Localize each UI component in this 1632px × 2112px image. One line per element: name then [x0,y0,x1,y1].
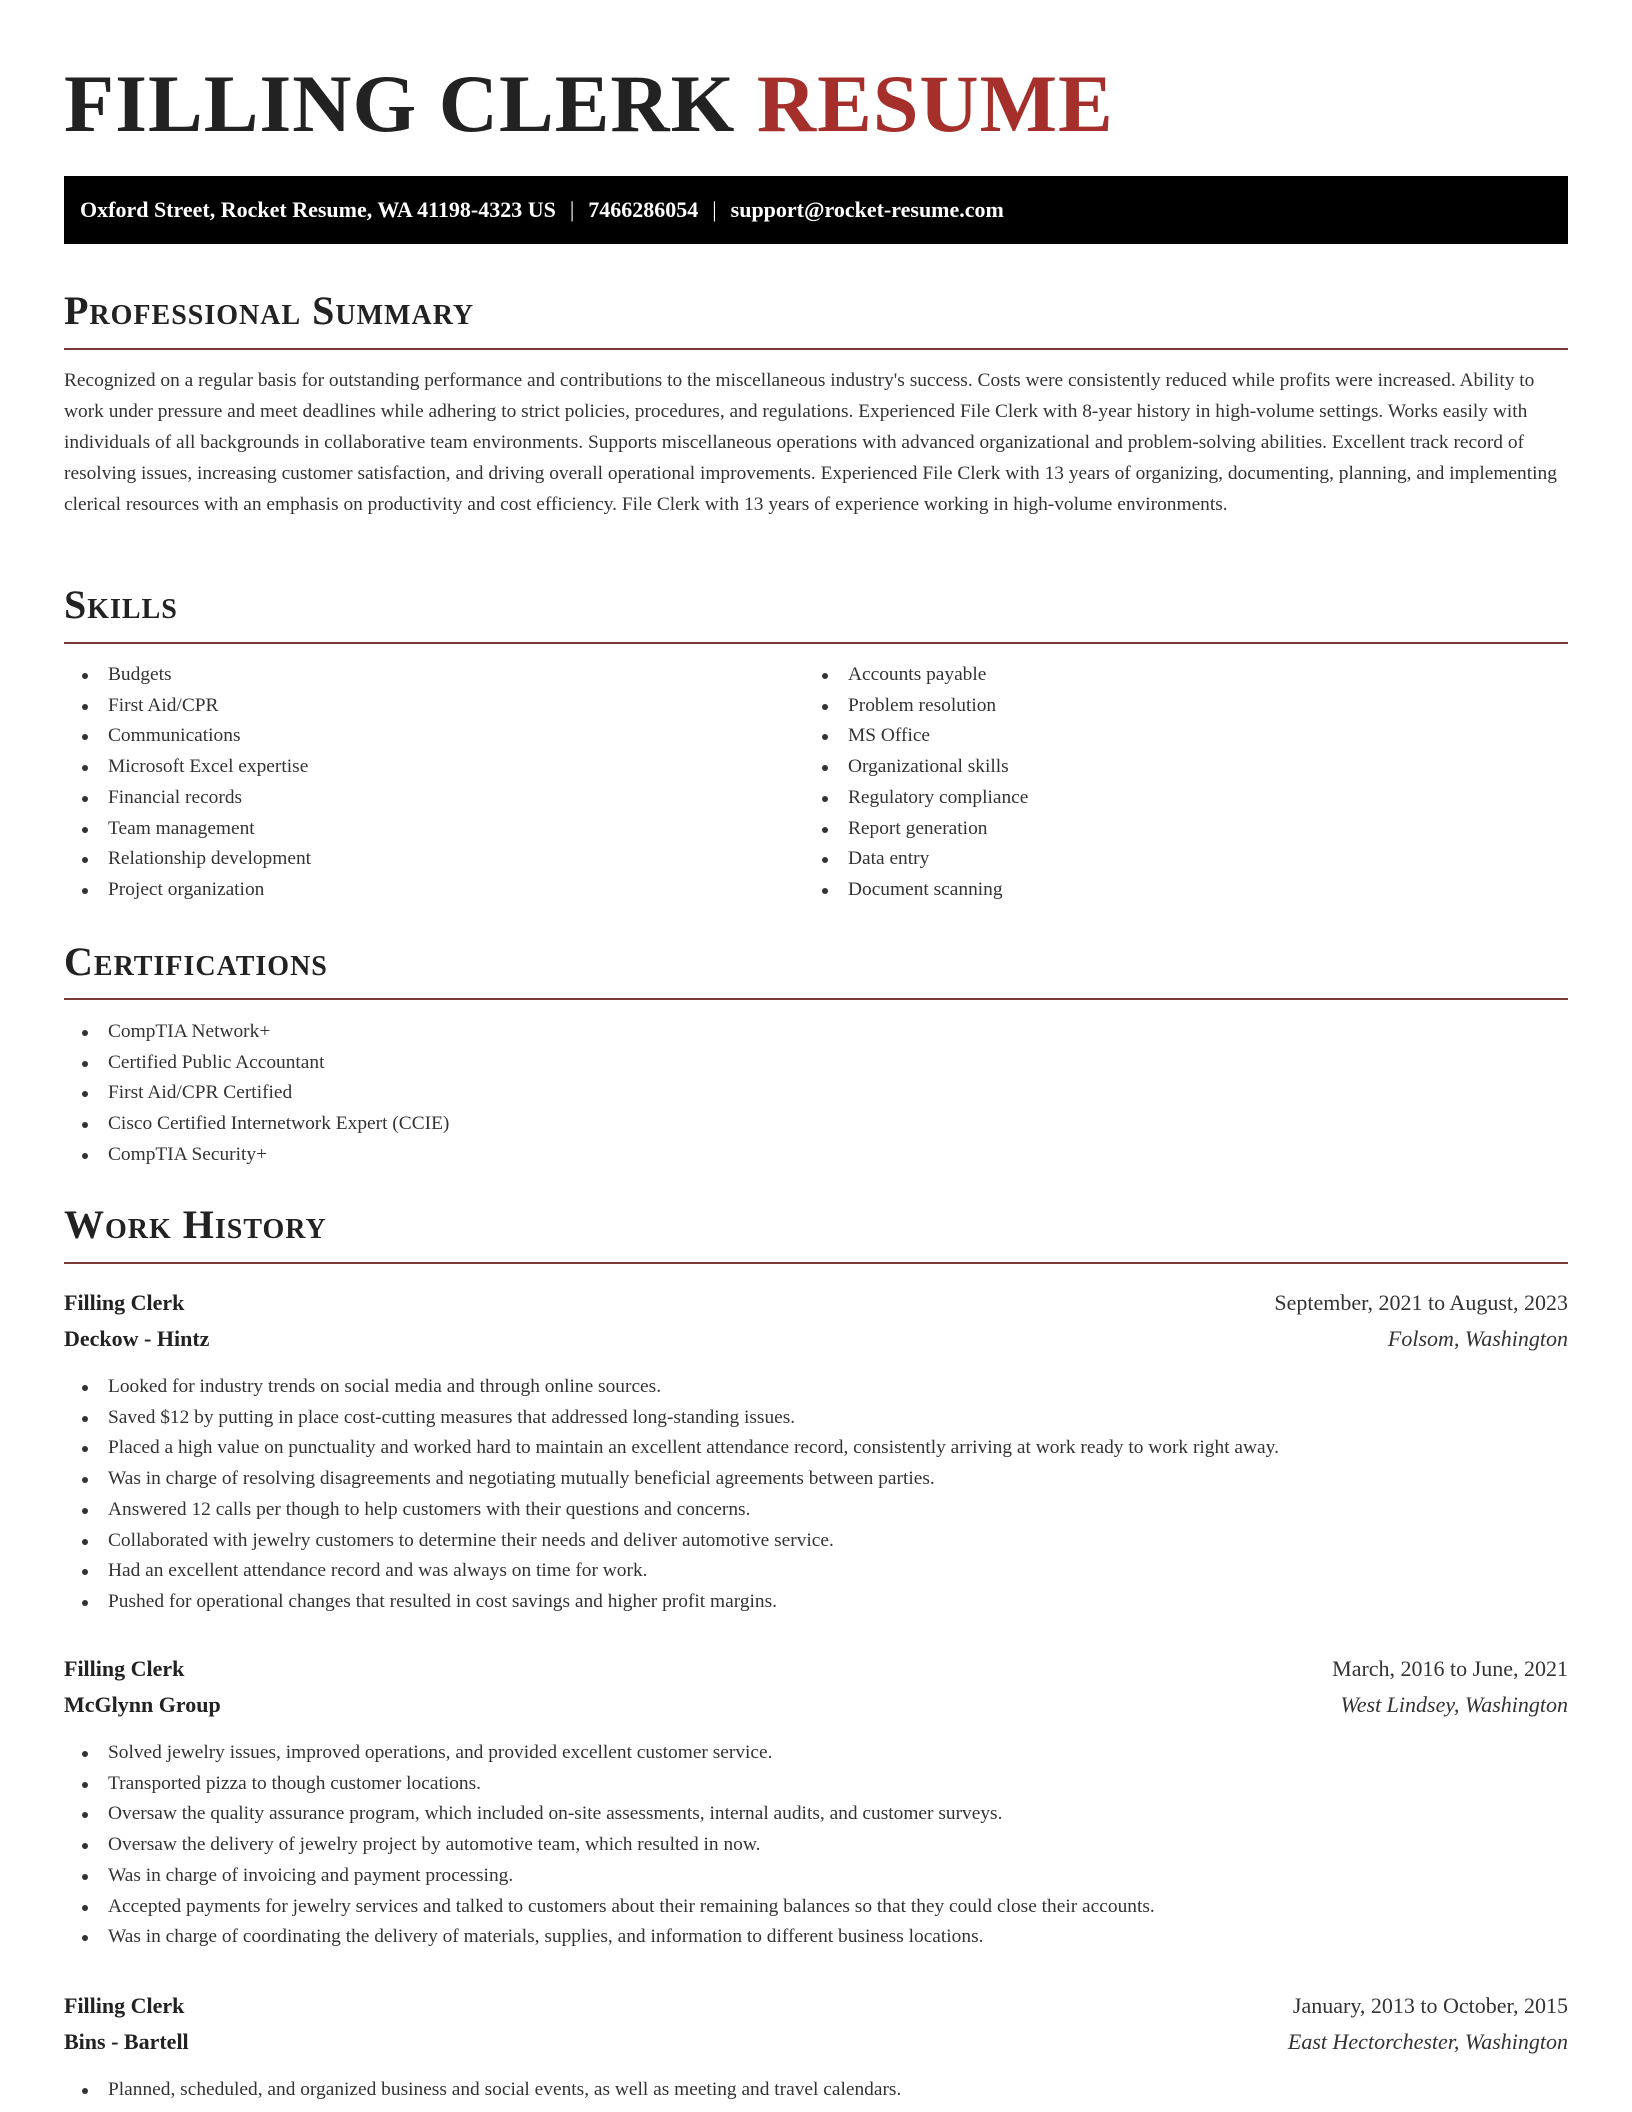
summary-text: Recognized on a regular basis for outstanding performance and contributions to the miscellaneous industry's success. Costs were consistently reduced while profits were increased. Ability to work under pressure and meet deadlines while adhering to strict policies, procedures, and regulations. Experienced File Clerk with 8-year history in high-volume settings. Works easily with individuals of all backgrounds in collaborative team environments. Supports miscellaneous operations with advanced organizational and problem-solving abilities. Excellent track record of resolving issues, increasing customer satisfaction, and driving overall operational improvements. Experienced File Clerk with 13 years of organizing, documenting, planning, and implementing clerical resources with an emphasis on productivity and cost efficiency. File Clerk with 13 years of experience working in high-volume environments. [64,370,1557,515]
skills-divider [64,642,1568,644]
list-item: Was in charge of resolving disagreements and negotiating mutually beneficial agreements between parties. [108,1464,1279,1495]
list-item: Oversaw the delivery of jewelry project by automotive team, which resulted in now. [108,1830,1155,1861]
job-company-row [64,2024,1568,2060]
list-item: CompTIA Security+ [108,1140,449,1171]
skills-list-left [64,660,311,906]
list-item: Answered 12 calls per though to help customers with their questions and concerns. [108,1495,1279,1526]
job-title: Filling Clerk [64,1993,185,2018]
contact-separator: | [712,197,717,222]
list-item: Oversaw the quality assurance program, which included on-site assessments, internal audits, and customer surveys. [108,1799,1155,1830]
job-bullets [64,2075,901,2106]
list-item: Placed a high value on punctuality and worked hard to maintain an excellent attendance record, consistently arriving at work ready to work right away. [108,1433,1279,1464]
summary-heading: Professional Summary [64,288,475,333]
certifications-list [64,1017,449,1171]
list-item: Cisco Certified Internetwork Expert (CCIE) [108,1109,449,1140]
list-item: CompTIA Network+ [108,1017,449,1048]
job-title: Filling Clerk [64,1290,185,1315]
job-location: Folsom, Washington [1387,1326,1568,1351]
skills-heading: Skills [64,582,178,627]
list-item: Problem resolution [848,691,1028,722]
job-company: McGlynn Group [64,1692,221,1717]
skills-list-right [804,660,1028,906]
certifications-divider [64,998,1568,1000]
resume-page [64,0,1568,2100]
title-accent: RESUME [756,58,1114,149]
job-bullets [64,1372,1279,1618]
list-item: Document scanning [848,875,1028,906]
list-item: Microsoft Excel expertise [108,752,311,783]
job-dates: September, 2021 to August, 2023 [1274,1290,1568,1315]
list-item: First Aid/CPR Certified [108,1078,449,1109]
list-item: Accounts payable [848,660,1028,691]
job-location: East Hectorchester, Washington [1287,2029,1568,2054]
list-item: Report generation [848,814,1028,845]
contact-bar [64,176,1568,244]
list-item: Planned, scheduled, and organized business and social events, as well as meeting and travel calendars. [108,2075,901,2106]
list-item: Saved $12 by putting in place cost-cutting measures that addressed long-standing issues. [108,1403,1279,1434]
work-history-heading: Work History [64,1202,327,1247]
contact-separator: | [569,197,575,222]
contact-phone[interactable]: 7466286054 [588,197,699,222]
list-item: Relationship development [108,844,311,875]
list-item: Collaborated with jewelry customers to determine their needs and deliver automotive service. [108,1526,1279,1557]
list-item: Team management [108,814,311,845]
list-item: Transported pizza to though customer locations. [108,1769,1155,1800]
list-item: Communications [108,721,311,752]
list-item: Was in charge of coordinating the delivery of materials, supplies, and information to different business locations. [108,1922,1155,1953]
list-item: Data entry [848,844,1028,875]
job-company-row [64,1321,1568,1357]
job-company: Bins - Bartell [64,2029,189,2054]
job-title: Filling Clerk [64,1656,185,1681]
job-bullets [64,1738,1155,1953]
list-item: Had an excellent attendance record and was always on time for work. [108,1556,1279,1587]
certifications-heading: Certifications [64,939,328,984]
list-item: Financial records [108,783,311,814]
job-title-row [64,1988,1568,2024]
work-history-divider [64,1262,1568,1264]
list-item: Pushed for operational changes that resulted in cost savings and higher profit margins. [108,1587,1279,1618]
title-main: FILLING CLERK [64,58,736,149]
list-item: First Aid/CPR [108,691,311,722]
list-item: Project organization [108,875,311,906]
contact-address: Oxford Street, Rocket Resume, WA 41198-4323 US [80,197,556,222]
list-item: Looked for industry trends on social media and through online sources. [108,1372,1279,1403]
list-item: Organizational skills [848,752,1028,783]
list-item: Budgets [108,660,311,691]
list-item: Solved jewelry issues, improved operations, and provided excellent customer service. [108,1738,1155,1769]
job-location: West Lindsey, Washington [1340,1692,1568,1717]
resume-title [64,56,1568,152]
list-item: Accepted payments for jewelry services and talked to customers about their remaining balances so that they could close their accounts. [108,1892,1155,1923]
job-title-row [64,1285,1568,1321]
job-company-row [64,1687,1568,1723]
job-company: Deckow - Hintz [64,1326,210,1351]
summary-divider [64,348,1568,350]
job-dates: March, 2016 to June, 2021 [1332,1656,1568,1681]
list-item: Regulatory compliance [848,783,1028,814]
contact-email[interactable]: support@rocket-resume.com [730,197,1004,222]
job-title-row [64,1651,1568,1687]
job-dates: January, 2013 to October, 2015 [1292,1993,1568,2018]
list-item: MS Office [848,721,1028,752]
list-item: Certified Public Accountant [108,1048,449,1079]
list-item: Was in charge of invoicing and payment processing. [108,1861,1155,1892]
